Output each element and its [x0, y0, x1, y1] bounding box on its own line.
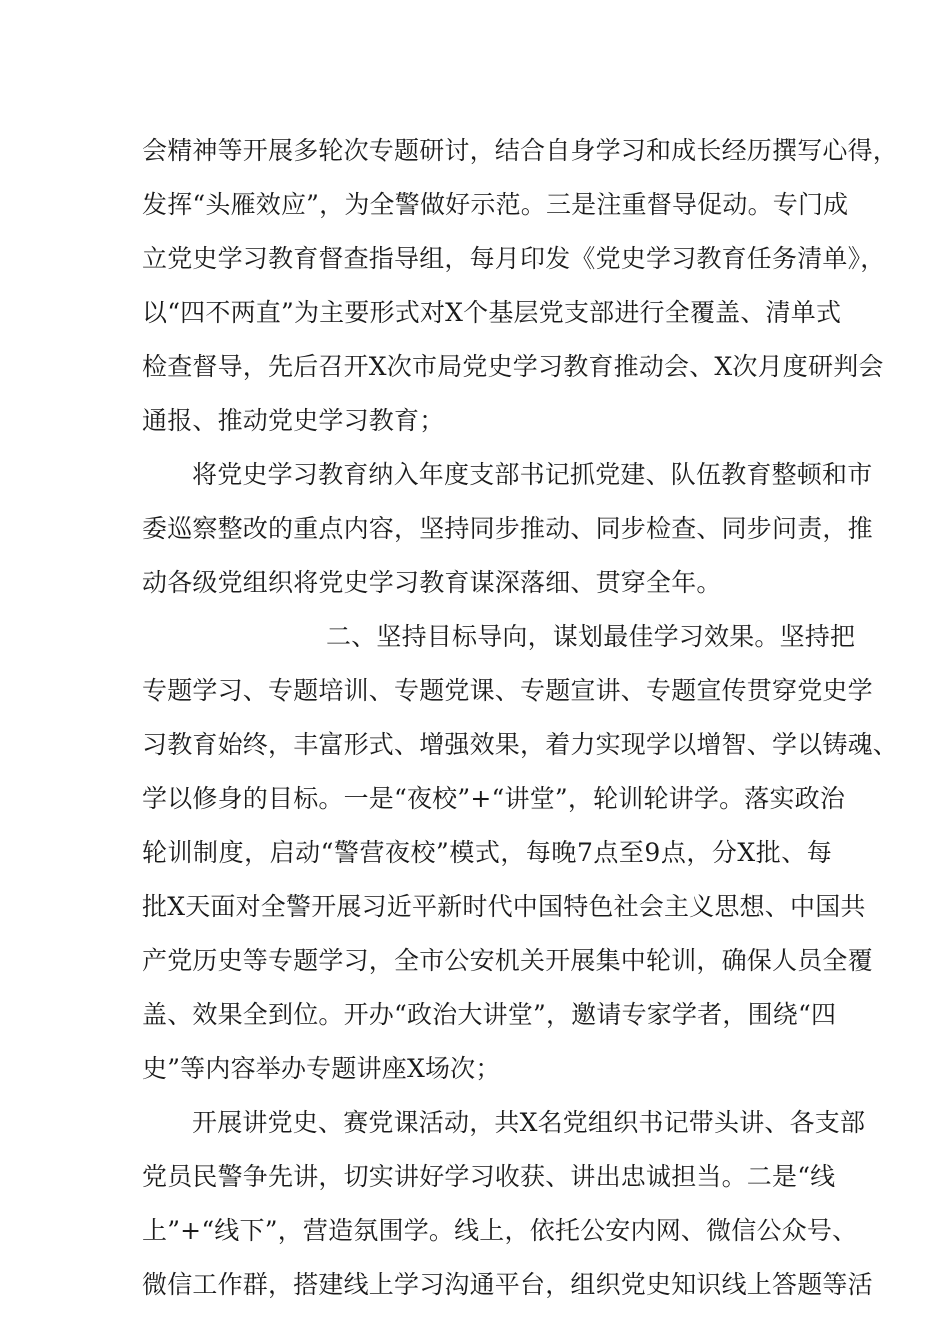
text-line: 上”+“线下”，营造氛围学。线上，依托公安内网、微信公众号、 [142, 1216, 858, 1245]
text-line: 发挥“头雁效应”，为全警做好示范。三是注重督导促动。专门成 [142, 190, 849, 219]
text-line: 微信工作群，搭建线上学习沟通平台，组织党史知识线上答题等活 [142, 1270, 873, 1299]
text-line: 轮训制度，启动“警营夜校”模式，每晚7点至9点，分X批、每 [142, 838, 832, 867]
text-line: 学以修身的目标。一是“夜校”+“讲堂”，轮训轮讲学。落实政治 [142, 784, 846, 813]
text-line: 党员民警争先讲，切实讲好学习收获、讲出忠诚担当。二是“线 [142, 1162, 836, 1191]
text-line: 通报、推动党史学习教育； [142, 406, 445, 435]
text-line: 会精神等开展多轮次专题研讨，结合自身学习和成长经历撰写心得， [142, 136, 899, 165]
text-line: 产党历史等专题学习，全市公安机关开展集中轮训，确保人员全覆 [142, 946, 873, 975]
text-line: 开展讲党史、赛党课活动，共X名党组织书记带头讲、各支部 [192, 1108, 866, 1137]
text-line: 史”等内容举办专题讲座X场次； [142, 1054, 501, 1083]
text-line: 检查督导，先后召开X次市局党史学习教育推动会、X次月度研判会 [142, 352, 884, 381]
text-line: 专题学习、专题培训、专题党课、专题宣讲、专题宣传贯穿党史学 [142, 676, 873, 705]
text-line: 以“四不两直”为主要形式对X个基层党支部进行全覆盖、清单式 [142, 298, 842, 327]
text-line: 批X天面对全警开展习近平新时代中国特色社会主义思想、中国共 [142, 892, 866, 921]
text-line: 将党史学习教育纳入年度支部书记抓党建、队伍教育整顿和市 [192, 460, 873, 489]
text-line: 委巡察整改的重点内容，坚持同步推动、同步检查、同步问责，推 [142, 514, 873, 543]
text-line: 习教育始终，丰富形式、增强效果，着力实现学以增智、学以铸魂、 [142, 730, 899, 759]
text-line: 立党史学习教育督查指导组，每月印发《党史学习教育任务清单》， [142, 244, 886, 273]
section-heading-line: 二、坚持目标导向，谋划最佳学习效果。坚持把 [326, 622, 856, 651]
text-line: 盖、效果全到位。开办“政治大讲堂”，邀请专家学者，围绕“四 [142, 1000, 837, 1029]
text-line: 动各级党组织将党史学习教育谋深落细、贯穿全年。 [142, 568, 722, 597]
